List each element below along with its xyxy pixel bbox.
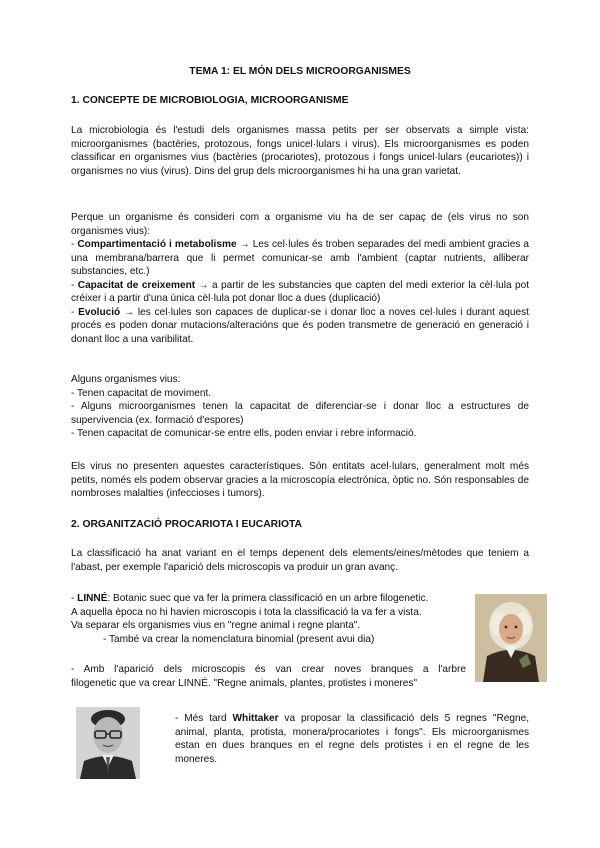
some-organisms-list xyxy=(71,373,529,441)
section1-intro-paragraph: La microbiologia és l'estudi dels organismes massa petits per ser observats a simple vista: microorganismes (bactèries, protozous, fongs unicel·lulars i virus). Els microorganismes es poden classificar en organismes vius (bactèries (procariotes), protozous i fongs unicel·lulars (eucariotes)) i organismes no vius (virus). Dins del grup dels microorganismes hi ha una gran varietat. xyxy=(71,125,529,177)
some-organisms-heading: Alguns organismes vius: xyxy=(71,374,181,385)
whittaker-paragraph: - Més tard Whittaker va proposar la classificació dels 5 regnes "Regne, animal, planta, protista, monera/procariotes i fongs". Els microorganismes estan en dues branques en el regne dels protistes i en el regne de les moneres. xyxy=(175,713,529,765)
linne-block: - LINNÉ: Botanic suec que va fer la primera classificació en un arbre filogenetic. A aquella època no hi havien microscopis i tota la classificació la va fer a vista. Va separar els organismes vius en "regne animal i regne planta". - També va crear la nomenclatura binomial (present avui dia) xyxy=(71,593,429,645)
linne-name: LINNÉ xyxy=(77,593,108,604)
living-criteria-intro: Perque un organisme és consideri com a organisme viu ha de ser capaç de (els virus no son organismes vius): xyxy=(71,212,529,237)
microscopes-paragraph: - Amb l'aparició dels microscopis és van crear noves branques a l'arbre filogenetic que va crear LINNÉ. "Regne animals, plantes, protistes i moneres" xyxy=(71,664,466,689)
virus-paragraph: Els virus no presenten aquestes característiques. Són entitats acel·lulars, generalment molt més petits, només els podem observar gracies a la microscopía electrónica, òptic no. Són responsables de nombroses malalties (infeccioses i tumors). xyxy=(71,461,529,499)
whittaker-name: Whittaker xyxy=(232,713,279,724)
criteria-item: - Capacitat de creixement → a partir de les substancies que capten del medi exterior la cèl·lula pot créixer i a partir d'una única cèl·lula pot donar lloc a dues (duplicació) xyxy=(71,279,529,304)
criteria-item: - Evolució → les cel·lules son capaces de duplicar-se i donar lloc a noves cel·lules i durant aquest procés es poden donar mutacions/alteracións que és poden transmetre de generació en generació i donant lloc a una varibilitat. xyxy=(71,306,529,345)
criteria-term: Capacitat de creixement xyxy=(77,279,196,291)
criteria-term: Compartimentació i metabolisme xyxy=(77,239,237,250)
criteria-item: - Compartimentació i metabolisme → Les cel·lules és troben separades del medi ambient gracies a una membrana/barrera que li permet comunicar-se amb l'ambient (captar nutrients, alliberar substancies, etc.) xyxy=(71,239,529,277)
section2-heading: 2. ORGANITZACIÓ PROCARIOTA I EUCARIOTA xyxy=(71,519,302,530)
list-item: - Tenen capacitat de comunicar-se entre ells, poden enviar i rebre informació. xyxy=(71,428,417,439)
list-item: - Tenen capacitat de moviment. xyxy=(71,387,212,399)
section2-intro-paragraph: La classificació ha anat variant en el temps depenent dels elements/eines/mètodes que teniem a l'abast, per exemple l'aparició dels microscopis va produir un gran avanç. xyxy=(71,548,529,573)
whittaker-portrait xyxy=(76,707,140,779)
linne-portrait xyxy=(475,594,547,682)
page-title: TEMA 1: EL MÓN DELS MICROORGANISMES xyxy=(189,66,411,77)
list-item: - Alguns microorganismes tenen la capacitat de diferenciar-se i donar lloc a estructures de supervivencia (ex. formació d'espores) xyxy=(71,401,529,426)
section1-heading: 1. CONCEPTE DE MICROBIOLOGIA, MICROORGANISME xyxy=(71,95,349,106)
criteria-term: Evolució xyxy=(78,306,121,318)
criteria-list xyxy=(71,238,529,346)
